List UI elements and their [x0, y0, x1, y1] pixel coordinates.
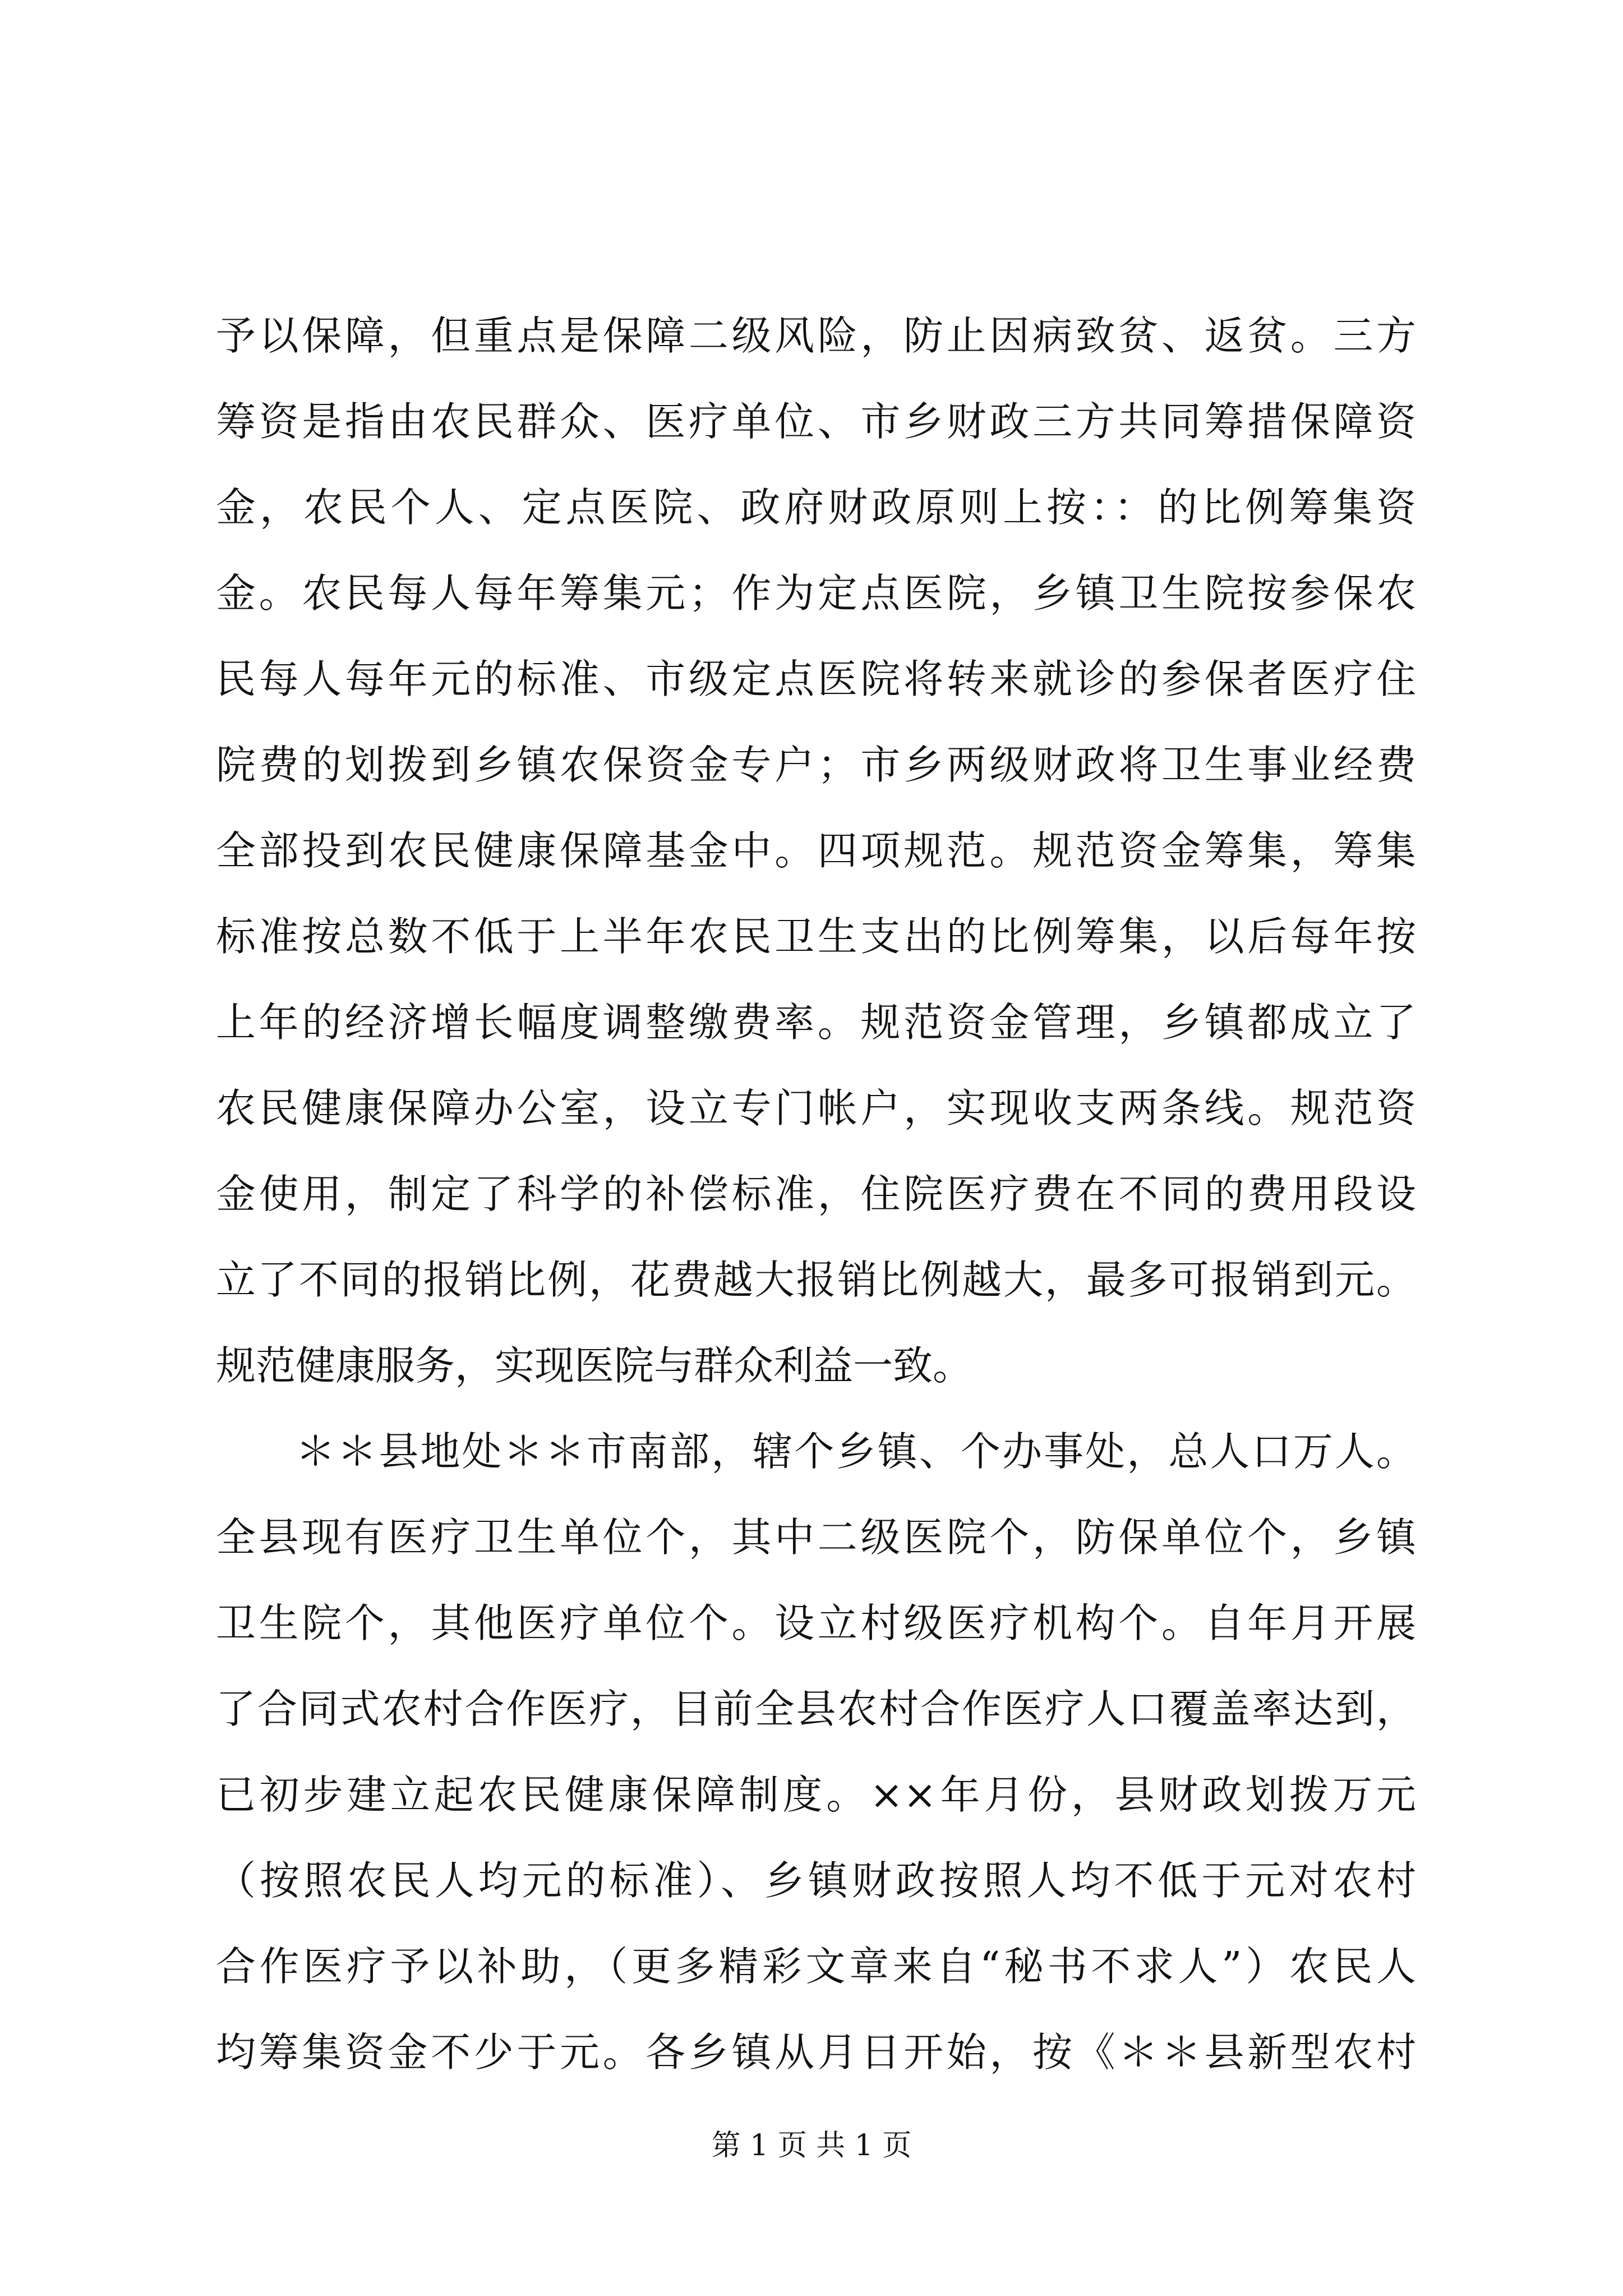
text-line: 卫生院个，其他医疗单位个。设立村级医疗机构个。自年月开展	[216, 1600, 1416, 1646]
page-footer: 第 1 页 共 1 页	[711, 2129, 912, 2162]
text-line: 院费的划拨到乡镇农保资金专户；市乡两级财政将卫生事业经费	[216, 742, 1416, 788]
text-line: 均筹集资金不少于元。各乡镇从月日开始，按《＊＊县新型农村	[216, 2029, 1416, 2076]
text-line: 全部投到农民健康保障基金中。四项规范。规范资金筹集，筹集	[216, 827, 1416, 874]
document-body	[216, 293, 1416, 2095]
text-line: ＊＊县地处＊＊市南部，辖个乡镇、个办事处，总人口万人。	[296, 1428, 1416, 1475]
text-line: 已初步建立起农民健康保障制度。××年月份，县财政划拨万元	[216, 1772, 1416, 1818]
text-line: 全县现有医疗卫生单位个，其中二级医院个，防保单位个，乡镇	[216, 1514, 1416, 1561]
text-line: 予以保障，但重点是保障二级风险，防止因病致贫、返贫。三方	[216, 312, 1416, 359]
text-line: 农民健康保障办公室，设立专门帐户，实现收支两条线。规范资	[216, 1085, 1416, 1131]
text-line: （按照农民人均元的标准）、乡镇财政按照人均不低于元对农村	[216, 1857, 1416, 1904]
text-line: 民每人每年元的标准、市级定点医院将转来就诊的参保者医疗住	[216, 656, 1416, 702]
text-line: 金，农民个人、定点医院、政府财政原则上按：：的比例筹集资	[216, 484, 1416, 531]
text-line: 标准按总数不低于上半年农民卫生支出的比例筹集，以后每年按	[216, 913, 1416, 960]
text-line: 金。农民每人每年筹集元；作为定点医院，乡镇卫生院按参保农	[216, 570, 1416, 616]
text-line: 规范健康服务，实现医院与群众利益一致。	[216, 1342, 973, 1389]
text-line: 金使用，制定了科学的补偿标准，住院医疗费在不同的费用段设	[216, 1171, 1416, 1217]
text-line: 立了不同的报销比例，花费越大报销比例越大，最多可报销到元。	[216, 1257, 1416, 1303]
text-line: 了合同式农村合作医疗，目前全县农村合作医疗人口覆盖率达到，	[216, 1686, 1416, 1732]
text-line: 筹资是指由农民群众、医疗单位、市乡财政三方共同筹措保障资	[216, 398, 1416, 445]
text-line: 上年的经济增长幅度调整缴费率。规范资金管理，乡镇都成立了	[216, 999, 1416, 1046]
text-line: 合作医疗予以补助，（更多精彩文章来自“秘书不求人”）农民人	[216, 1943, 1416, 1990]
